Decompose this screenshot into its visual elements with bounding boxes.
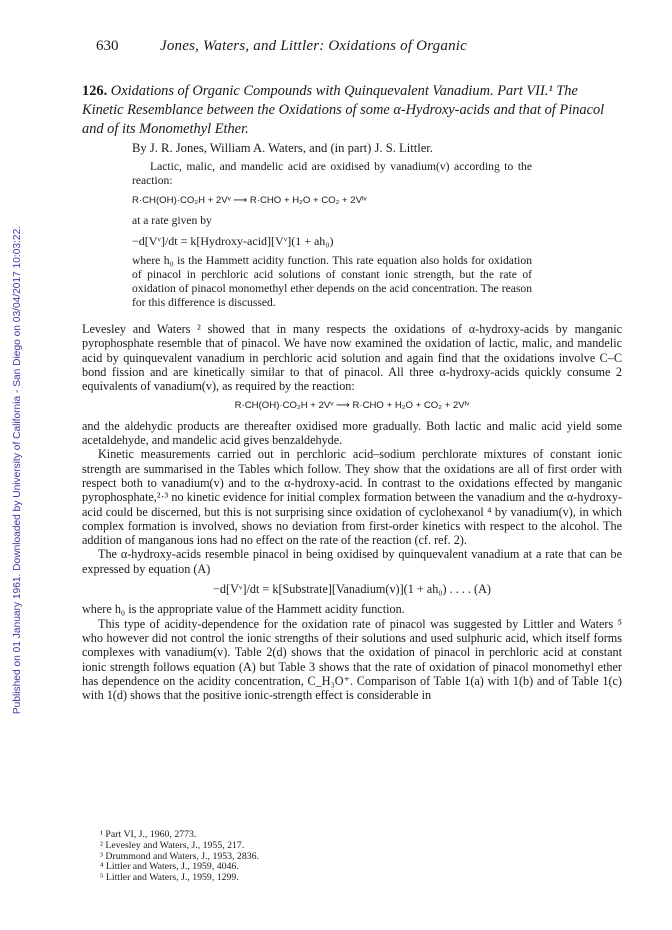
article-title-block bbox=[82, 82, 622, 139]
equation-a: −d[Vᵛ]/dt = k[Substrate][Vanadium(v)](1 + ah₀) . . . . (A) bbox=[213, 582, 491, 597]
author-line: By J. R. Jones, William A. Waters, and (in part) J. S. Littler. bbox=[132, 141, 433, 155]
article-number: 126. bbox=[82, 83, 108, 99]
abstract-paragraph: Lactic, malic, and mandelic acid are oxidised by vanadium(v) according to the reaction: bbox=[132, 160, 532, 187]
abstract-paragraph: where h₀ is the Hammett acidity function. This rate equation also holds for oxidation of pinacol in perchloric acid solutions of constant ionic strength, but the rate of oxidation of pinacol monomethyl ether depends on the acid concentration. The reason for this difference is discussed. bbox=[132, 254, 532, 309]
body-paragraph: The α-hydroxy-acids resemble pinacol in being oxidised by quinquevalent vanadium at a rate that can be expressed by equation (A) bbox=[82, 547, 622, 576]
body-paragraph: Kinetic measurements carried out in perchloric acid–sodium perchlorate mixtures of constant ionic strength are summarised in the Tables which follow. They show that the oxidations are all of first order with respect both to vanadium(v) and to the α-hydroxy-acid. In contrast to the oxidations effected by manganic pyrophosphate,²·³ no kinetic evidence for initial complex formation between the vanadium and the α-hydroxy-acid could be discerned, but this is not surprising since oxidation of cyclohexanol ⁴ by vanadium(v), in which complex formation is involved, shows no deviation from first-order kinetics with respect to the alcohol. The addition of manganous ions had no effect on the rate of the reaction (cf. ref. 2). bbox=[82, 447, 622, 548]
body-paragraph: Levesley and Waters ² showed that in many respects the oxidations of α-hydroxy-acids by manganic pyrophosphate resemble that of pinacol. We have now examined the oxidation of lactic, malic, and mandelic acid by quinquevalent vanadium in perchloric acid solution and again find that the oxidations involve C–C bond fission and are kinetically similar to that of pinacol. All three α-hydroxy-acids quickly consume 2 equivalents of vanadium(v), as required by the reaction: bbox=[82, 322, 622, 394]
abstract-paragraph: at a rate given by bbox=[132, 214, 212, 227]
main-text bbox=[82, 322, 622, 702]
download-watermark: Published on 01 January 1961. Downloaded by University of California - San Diego on 03/04/2017 10:03:22. bbox=[12, 225, 23, 715]
reaction-equation: R·CH(OH)·CO₂H + 2Vᵛ ⟶ R·CHO + H₂O + CO₂ + 2Vᴵᵛ bbox=[132, 195, 367, 206]
footnote: ⁵ Littler and Waters, J., 1959, 1299. bbox=[100, 872, 239, 884]
rate-equation: −d[Vᵛ]/dt = k[Hydroxy-acid][Vᵛ](1 + ah₀) bbox=[132, 234, 334, 248]
footnote: ² Levesley and Waters, J., 1955, 217. bbox=[100, 839, 245, 851]
article-title: Oxidations of Organic Compounds with Quinquevalent Vanadium. Part VII.¹ The Kinetic Resemblance between the Oxidations of some α-Hydroxy-acids and that of Pinacol and of its Monomethyl Ether. bbox=[82, 83, 605, 137]
body-paragraph: and the aldehydic products are thereafter oxidised more gradually. Both lactic and malic acid yield some acetaldehyde, and mandelic acid gives benzaldehyde. bbox=[82, 418, 622, 448]
footnote: ¹ Part VI, J., 1960, 2773. bbox=[100, 829, 197, 840]
body-paragraph: This type of acidity-dependence for the oxidation rate of pinacol was suggested by Littler and Waters ⁵ who however did not control the ionic strengths of their solutions and used sulphuric acid, which itself forms complexes with vanadium(v). Table 2(d) shows that the oxidation of pinacol in perchloric acid at constant ionic strength follows equation (A) but Table 3 shows that the rate of oxidation of pinacol monomethyl ether has dependence on the acidity concentration, C_H₃O⁺. Comparison of Table 1(a) with 1(b) and of Table 1(c) with 1(d) shows that the positive ionic-strength effect is considerable in bbox=[82, 616, 622, 703]
page-number: 630 bbox=[96, 38, 119, 54]
footnote: ³ Drummond and Waters, J., 1953, 2836. bbox=[100, 850, 259, 862]
running-title: Jones, Waters, and Littler: Oxidations of Organic bbox=[160, 38, 468, 54]
reaction-equation-2: R·CH(OH)·CO₂H + 2Vᵛ ⟶ R·CHO + H₂O + CO₂ + 2Vᴵᵛ bbox=[234, 400, 470, 412]
body-paragraph: where h₀ is the appropriate value of the Hammett acidity function. bbox=[82, 602, 405, 617]
footnotes bbox=[100, 830, 259, 884]
abstract bbox=[132, 160, 532, 310]
footnote: ⁴ Littler and Waters, J., 1959, 4046. bbox=[100, 861, 239, 873]
